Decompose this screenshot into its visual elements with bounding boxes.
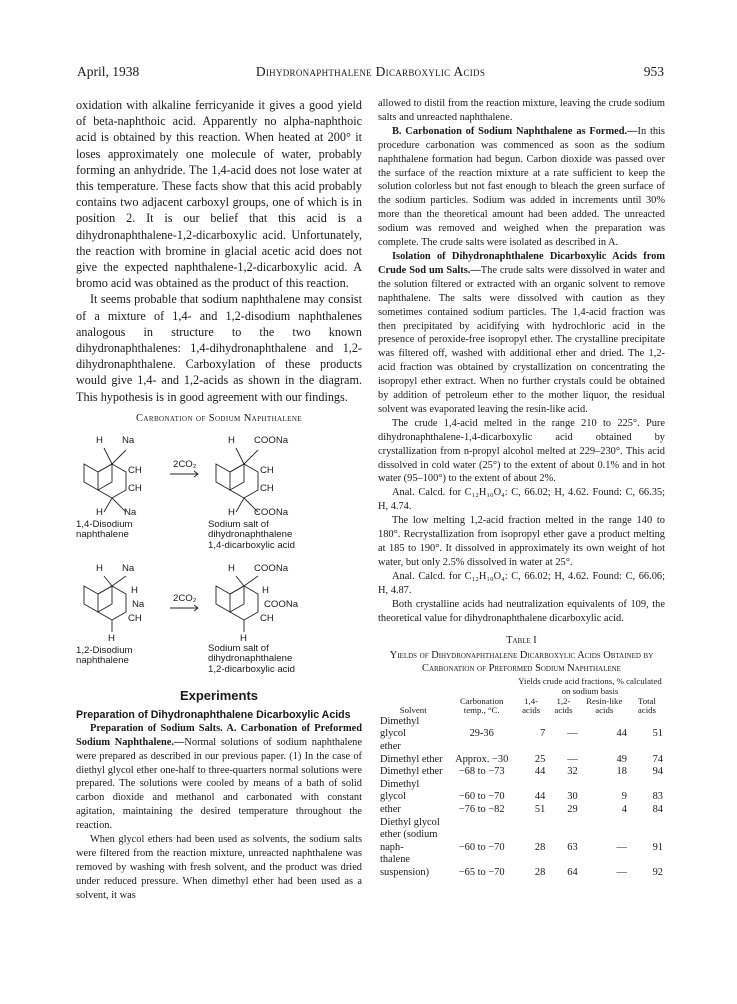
table-cell	[629, 741, 665, 754]
paragraph-lead: Isolation of Dihydronaphthalene Dicarboxylic Acids from Crude Sod um Salts.—	[378, 250, 665, 276]
table-title: Table I	[506, 635, 537, 647]
reaction-diagram	[76, 428, 362, 676]
atom-label: Na	[132, 598, 145, 610]
bond	[112, 450, 126, 464]
yields-table	[378, 677, 665, 879]
paragraph: oxidation with alkaline ferricyanide it gives a good yield of beta-naphthoic acid. Apparently no alpha-naphthoic acid is obtained by this reaction. When heated at 200° it loses approximately one molecule of water, probably forming an anhydride. The 1,4-acid does not lose water at this temperature. These facts show that this acid probably contains two adjacent carboxyl groups, one of which is in position 2. It is our belief that this acid is a dihydronaphthalene-1,2-dicarboxylic acid. Unfortunately, the reaction with bromine in glacial acetic acid does not give the expected naphthalene-1,2-dicarboxylic acid. A bromo acid was obtained as the product of this reaction.	[76, 98, 362, 291]
bond	[112, 576, 126, 586]
table-row	[378, 754, 665, 767]
column-header: Total acids	[637, 695, 656, 716]
paragraph: allowed to distil from the reaction mixture, leaving the crude sodium salts and unreacted naphthalene.	[378, 98, 665, 123]
table-cell: 9	[621, 791, 627, 803]
table-cell: 44	[616, 728, 627, 740]
atom-label: H	[262, 584, 269, 596]
table-cell	[515, 817, 547, 830]
page-header	[77, 64, 664, 84]
atom-label: COONa	[264, 598, 299, 610]
right-column	[378, 97, 665, 880]
table-cell: 30	[567, 791, 578, 803]
table-cell: ether	[380, 741, 401, 752]
table-cell: Dimethyl ether	[380, 766, 443, 778]
header-title: Dihydronaphthalene Dicarboxylic Acids	[255, 64, 486, 79]
atom-label: H	[96, 434, 103, 446]
atom-label: H	[228, 562, 235, 574]
table-header-row	[378, 697, 665, 716]
atom-label: CH	[128, 464, 142, 476]
left-column	[76, 97, 362, 903]
paragraph	[76, 722, 362, 833]
section-heading: Experiments	[179, 687, 259, 703]
table-cell: Dimethyl ether	[380, 753, 443, 765]
atom-label: H	[240, 632, 247, 644]
table-caption: Yields of Dihydronaphthalene Dicarboxylic Acids Obtained by Carbonation of Preformed Sodium Naphthalene	[389, 650, 654, 675]
bond	[104, 576, 112, 586]
table-cell: 49	[616, 753, 627, 765]
table-row	[378, 804, 665, 817]
reagent-label: 2CO₂	[173, 592, 197, 604]
table-cell: 91	[652, 841, 663, 853]
table-cell	[580, 817, 629, 830]
header-date: April, 1938	[77, 64, 140, 79]
table-row	[378, 716, 665, 741]
bond	[236, 448, 244, 464]
table-cell: 51	[534, 803, 546, 815]
table-cell: 51	[652, 728, 663, 740]
table-cell: Dimethyl glycol	[380, 778, 420, 803]
atom-label: H	[96, 506, 103, 518]
paragraph: The low melting 1,2-acid fraction melted in the range 140 to 180°. Recrystallization from isopropyl ether gave a product melting at 185 to 190°. It dissolved in approximately its own weight of hot water, but only 2.5% dissolved in water at 25°.	[378, 515, 665, 568]
atom-label: H	[228, 434, 235, 446]
table-cell: 32	[567, 766, 578, 778]
atom-label: H	[131, 584, 138, 596]
table-cell	[580, 741, 629, 754]
table-cell: 84	[652, 803, 663, 815]
atom-label: CH	[128, 612, 142, 624]
atom-label: CH	[260, 612, 274, 624]
bond	[104, 498, 112, 512]
analysis: Anal. Calcd. for C₁₂H₁₀O₄: C, 66.02; H, 4.62. Found: C, 66.06; H, 4.87.	[378, 570, 665, 596]
analysis: Anal. Calcd. for C₁₂H₁₀O₄: C, 66.02; H, 4.62. Found: C, 66.35; H, 4.74.	[378, 487, 665, 513]
table-row	[378, 854, 665, 879]
table-cell: 64	[567, 866, 578, 878]
table-cell: −68 to −73	[458, 766, 505, 778]
table-cell	[515, 741, 547, 754]
compound-caption: 1,4-Disodium naphthalene	[76, 518, 133, 541]
table-cell: 28	[534, 841, 546, 853]
table-row	[378, 766, 665, 779]
atom-label: Na	[122, 434, 135, 446]
compound-caption: Sodium salt of dihydronaphthalene 1,4-dicarboxylic acid	[208, 518, 295, 552]
paragraph-text: The crude salts were dissolved in water and the solution filtered or extracted with an organic solvent to remove naphthalene. The salts were dissolved with caution as they sometimes contained sodium particles. The 1,4-acid fraction was then precipitated by acidifying with hydrochloric acid in the presence of peroxide-free isopropyl ether. The crystalline precipitate was filtered off, washed with additional ether and dried. The 1,2-acid fraction was obtained by crystallization on concentrating the isopropyl ether extract. When no further crystals could be obtained by addition of petroleum ether to the mother liquor, the residual solvent was evaporated leaving the resin-like acid.	[378, 264, 665, 415]
paragraph-text: Normal solutions of sodium naphthalene were prepared as described in our previous paper. (1) In the case of diethyl glycol ether one-half to three-quarters normal solutions were prepared. The solutions were cooled by means of a bath of solid carbon dioxide and methanol and carbonated with constant agitation, maintaining the desired temperature throughout the reaction.	[76, 736, 362, 832]
column-header: Solvent	[399, 705, 427, 716]
group-header: Yields crude acid fractions, % calculated on sodium basis	[518, 676, 662, 697]
table-cell: 4	[621, 803, 627, 815]
table-body	[378, 716, 665, 880]
atom-label: COONa	[254, 434, 289, 446]
diagram-title: Carbonation of Sodium Naphthalene	[136, 412, 302, 424]
table-row	[378, 817, 665, 830]
table-cell	[629, 817, 665, 830]
table-cell: −65 to −70	[458, 866, 505, 878]
atom-label: COONa	[254, 506, 289, 518]
atom-label: Na	[124, 506, 137, 518]
table-cell: Diethyl glycol	[380, 816, 440, 828]
table-cell: −60 to −70	[458, 841, 505, 853]
table-cell: 74	[652, 753, 663, 765]
atom-label: Na	[122, 562, 135, 574]
atom-label: CH	[128, 482, 142, 494]
reagent-label: 2CO₂	[173, 458, 197, 470]
paragraph: Both crystalline acids had neutralization equivalents of 109, the theoretical value for dihydronaphthalene dicarboxylic acid.	[378, 598, 665, 624]
compound-caption: 1,2-Disodium naphthalene	[76, 644, 133, 667]
table-cell	[448, 817, 515, 830]
table-cell	[547, 741, 579, 754]
table-cell: −60 to −70	[458, 791, 505, 803]
bond	[244, 576, 258, 586]
paragraph-text: In this procedure carbonation was commenced as soon as the sodium naphthalene formation had begun. Carbon dioxide was passed over the surface of the reaction mixture at a rate sufficient to keep the solution colorless but not fast enough to bleach the green surface of the sodium particles. Sodium was added in increments until 30% more than the theoretical amount had been added. The unreacted sodium was removed and weighed when the preparation was complete. The crude salts were isolated as described in A.	[378, 125, 665, 249]
page-number: 953	[643, 64, 664, 79]
atom-label: H	[228, 506, 235, 518]
table-cell: ether	[380, 803, 401, 815]
table-cell: 25	[534, 753, 546, 765]
table-cell: —	[567, 728, 578, 740]
paragraph-lead: Preparation of Sodium Salts. A. Carbonation of Preformed Sodium Naphthalene.—	[76, 722, 362, 748]
bond	[236, 576, 244, 586]
bond	[104, 448, 112, 464]
column-header: Resin-like acids	[586, 695, 623, 716]
table-cell: 18	[616, 766, 627, 778]
atom-label: COONa	[254, 562, 289, 574]
table-cell: Approx. −30	[455, 753, 509, 765]
table-row	[378, 779, 665, 804]
table-cell: −76 to −82	[458, 803, 505, 815]
table-row	[378, 829, 665, 854]
table-row	[378, 741, 665, 754]
bond	[236, 498, 244, 512]
paragraph	[378, 250, 665, 417]
column-header: Carbonation temp., °C.	[459, 695, 504, 716]
paragraph	[378, 125, 665, 250]
bond	[244, 450, 258, 464]
table-cell: 29-36	[469, 728, 494, 740]
table-cell: ether (sodium naph-	[380, 829, 438, 853]
paragraph-lead: B. Carbonation of Sodium Naphthalene as Formed.—	[392, 125, 638, 137]
paragraph: The crude 1,4-acid melted in the range 210 to 225°. Pure dihydronaphthalene-1,4-dicarboxylic acid obtained by crystallization from n-propyl alcohol melted at 229–230°. This acid dissolved in cold water (25°) to the extent of about 0.1% and in hot water (95–100°) to the extent of about 2%.	[378, 417, 665, 485]
table-cell: —	[567, 753, 578, 765]
table-cell: 28	[534, 866, 546, 878]
table-cell: —	[616, 866, 627, 878]
table-cell: 44	[534, 791, 546, 803]
table-cell: 83	[652, 791, 663, 803]
table-cell	[547, 817, 579, 830]
table-cell: Dimethyl glycol	[380, 715, 420, 740]
table-cell: thalene suspension)	[380, 854, 430, 878]
table-cell: 94	[652, 766, 663, 778]
paragraph: It seems probable that sodium naphthalene may consist of a mixture of 1,4- and 1,2-disodium naphthalenes analogous in structure to the two known dihydronaphthalenes: 1,4-dihydronaphthalene and 1,2-dihydronaphthalene. Carboxylation of these products would give 1,4- and 1,2-acids as shown in the diagram. This hypothesis is in good agreement with our findings.	[76, 292, 362, 404]
subsection-heading: Preparation of Dihydronaphthalene Dicarboxylic Acids	[76, 708, 351, 721]
atom-label: H	[96, 562, 103, 574]
paragraph: When glycol ethers had been used as solvents, the sodium salts were filtered from the reaction mixture, unreacted naphthalene was removed by washing with fresh solvent, and the product was dried under reduced pressure. When dimethyl ether had been used as a solvent, it was	[76, 834, 362, 901]
table-cell: 7	[540, 728, 546, 740]
column-header: 1,4-acids	[522, 695, 541, 716]
table-cell: 92	[652, 866, 663, 878]
table-cell: 29	[567, 803, 578, 815]
compound-caption: Sodium salt of dihydronaphthalene 1,2-dicarboxylic acid	[208, 642, 295, 676]
atom-label: CH	[260, 482, 274, 494]
atom-label: H	[108, 632, 115, 644]
table-cell: 63	[567, 841, 578, 853]
column-header: 1,2-acids	[554, 695, 573, 716]
table-cell: 44	[534, 766, 546, 778]
table-cell	[448, 741, 515, 754]
atom-label: CH	[260, 464, 274, 476]
table-header-row	[378, 677, 665, 696]
table-cell: —	[616, 841, 627, 853]
